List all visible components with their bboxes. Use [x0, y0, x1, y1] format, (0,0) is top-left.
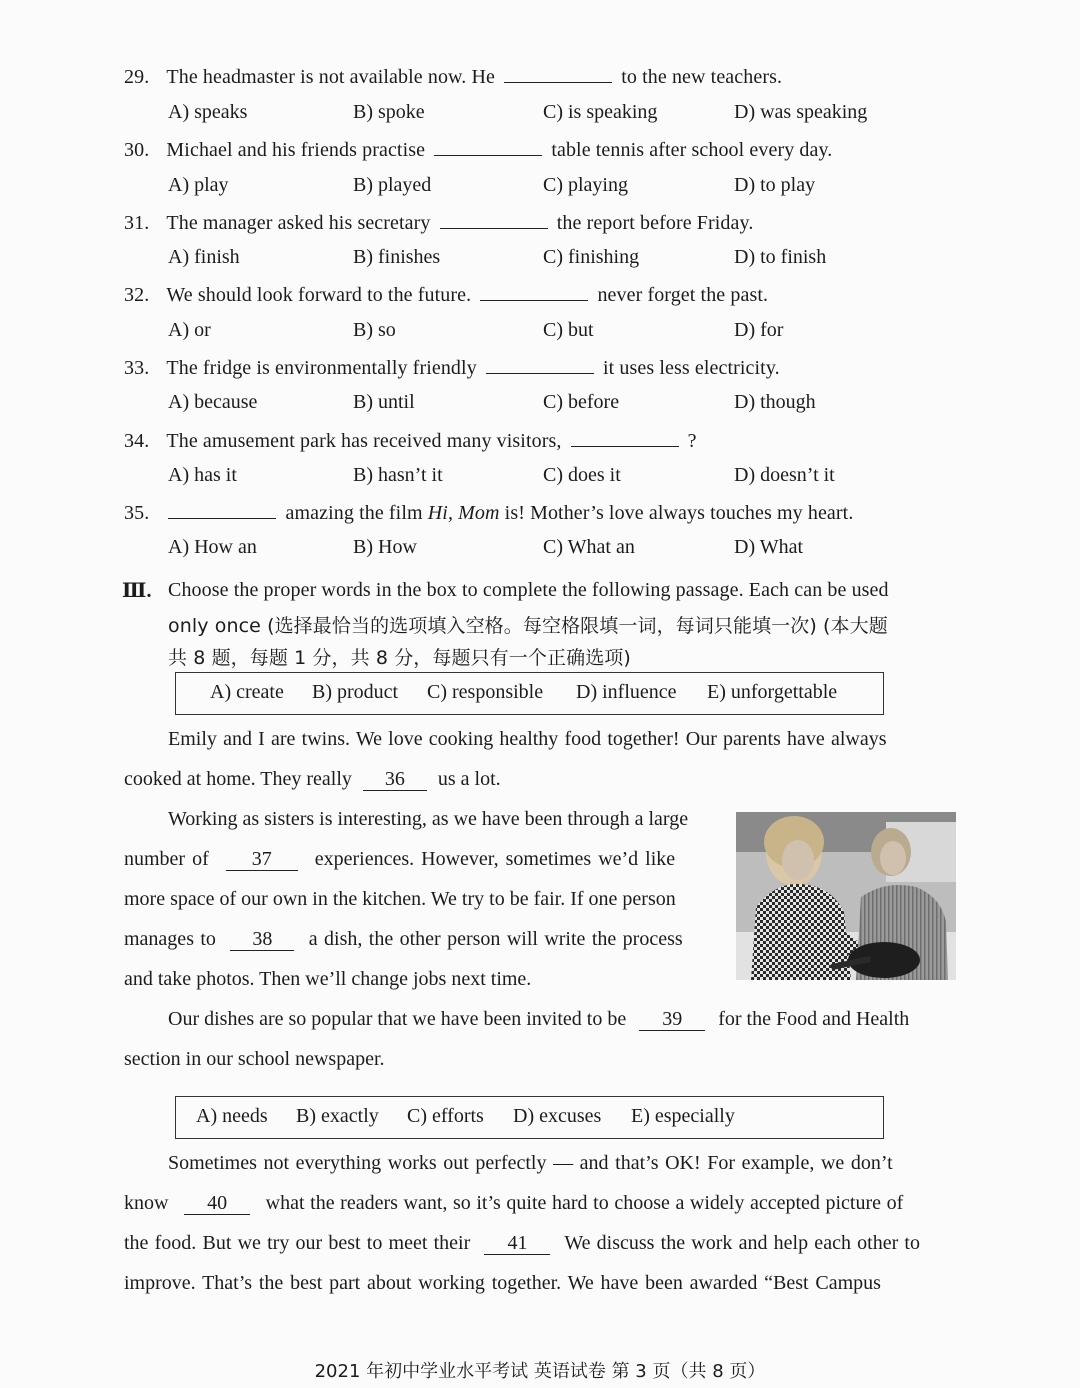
question-stem-end: the report before Friday.: [556, 212, 754, 234]
question-stem-end: it uses less electricity.: [603, 357, 780, 379]
option-b: B) so: [353, 319, 396, 341]
blank-40: 40: [184, 1192, 250, 1215]
passage-line: improve. That’s the best part about working together. We have been awarded “Best Campus: [124, 1272, 881, 1294]
question-stem: The fridge is environmentally friendly: [166, 357, 477, 379]
word-box-2: [175, 1096, 884, 1139]
word-option: E) especially: [631, 1105, 735, 1127]
passage-text: know: [124, 1192, 169, 1214]
section-instruction-line1: Choose the proper words in the box to complete the following passage. Each can be used: [168, 579, 889, 601]
answer-blank: [168, 500, 276, 519]
option-a: A) How an: [168, 536, 257, 558]
word-option: C) responsible: [427, 681, 544, 703]
option-d: D) to play: [734, 174, 816, 196]
question-33: [124, 355, 780, 380]
answer-blank: [434, 137, 542, 156]
passage-line: section in our school newspaper.: [124, 1048, 385, 1070]
answer-blank: [504, 64, 612, 83]
option-d: D) was speaking: [734, 101, 868, 123]
question-29: [124, 64, 782, 89]
word-box-1: [175, 672, 884, 715]
option-a: A) play: [168, 174, 229, 196]
word-option: A) needs: [196, 1105, 268, 1127]
option-c: C) finishing: [543, 246, 640, 268]
passage-line: Emily and I are twins. We love cooking healthy food together! Our parents have always: [168, 728, 887, 750]
passage-text: the food. But we try our best to meet their: [124, 1232, 471, 1254]
answer-blank: [486, 355, 594, 374]
question-stem-end: to the new teachers.: [621, 66, 783, 88]
question-stem: Michael and his friends practise: [166, 139, 426, 161]
passage-text: what the readers want, so it’s quite hard to choose a widely accepted picture of: [265, 1192, 904, 1214]
option-c: C) does it: [543, 464, 621, 486]
film-title: Hi, Mom: [427, 502, 500, 524]
option-a: A) finish: [168, 246, 240, 268]
option-d: D) doesn’t it: [734, 464, 835, 486]
question-number: 29.: [124, 66, 150, 88]
option-a: A) because: [168, 391, 258, 413]
question-stem: The manager asked his secretary: [166, 212, 431, 234]
question-stem: amazing the film: [285, 502, 423, 524]
passage-line: more space of our own in the kitchen. We try to be fair. If one person: [124, 888, 676, 910]
question-number: 31.: [124, 212, 150, 234]
word-option: B) exactly: [296, 1105, 379, 1127]
answer-blank: [440, 210, 548, 229]
section-numeral: Ⅲ.: [122, 580, 152, 602]
option-c: C) What an: [543, 536, 635, 558]
answer-blank: [571, 428, 679, 447]
option-d: D) to finish: [734, 246, 827, 268]
passage-line: Working as sisters is interesting, as we have been through a large: [168, 808, 689, 830]
option-c: C) is speaking: [543, 101, 658, 123]
passage-line: [124, 1192, 903, 1215]
option-b: B) until: [353, 391, 415, 413]
word-option: D) influence: [576, 681, 677, 703]
question-stem: The headmaster is not available now. He: [166, 66, 496, 88]
word-option: D) excuses: [513, 1105, 602, 1127]
passage-text: manages to: [124, 928, 216, 950]
twins-cooking-photo: [736, 812, 956, 980]
blank-37: 37: [226, 848, 298, 871]
option-b: B) finishes: [353, 246, 441, 268]
question-number: 34.: [124, 430, 150, 452]
question-number: 33.: [124, 357, 150, 379]
passage-line: and take photos. Then we’ll change jobs next time.: [124, 968, 532, 990]
question-35: [124, 500, 853, 525]
question-number: 32.: [124, 284, 150, 306]
question-stem-end: never forget the past.: [597, 284, 769, 306]
option-c: C) but: [543, 319, 594, 341]
passage-text: number of: [124, 848, 209, 870]
question-31: [124, 210, 753, 235]
option-c: C) before: [543, 391, 620, 413]
option-d: D) What: [734, 536, 804, 558]
question-32: [124, 282, 768, 307]
question-34: [124, 428, 697, 453]
passage-line: [168, 1008, 909, 1031]
option-a: A) has it: [168, 464, 237, 486]
photo-illustration: [736, 812, 956, 980]
passage-line: [124, 848, 675, 871]
option-d: D) though: [734, 391, 816, 413]
passage-text: us a lot.: [437, 768, 501, 790]
question-number: 30.: [124, 139, 150, 161]
blank-41: 41: [484, 1232, 550, 1255]
question-stem: The amusement park has received many visitors,: [166, 430, 562, 452]
option-b: B) spoke: [353, 101, 425, 123]
question-30: [124, 137, 832, 162]
passage-text: a dish, the other person will write the process: [308, 928, 683, 950]
passage-line: [124, 928, 683, 951]
passage-text: cooked at home. They really: [124, 768, 352, 790]
word-option: B) product: [312, 681, 399, 703]
section-instruction-line3: 共 8 题，每题 1 分，共 8 分，每题只有一个正确选项): [168, 647, 631, 669]
passage-text: We discuss the work and help each other to: [564, 1232, 920, 1254]
section-instruction-line2: only once (选择最恰当的选项填入空格。每空格限填一词，每词只能填一次) (本大题: [168, 615, 888, 637]
passage-text: Our dishes are so popular that we have been invited to be: [168, 1008, 627, 1030]
answer-blank: [480, 282, 588, 301]
question-stem-end: is! Mother’s love always touches my heart.: [504, 502, 854, 524]
passage-line: Sometimes not everything works out perfectly — and that’s OK! For example, we don’t: [168, 1152, 893, 1174]
option-a: A) speaks: [168, 101, 248, 123]
passage-text: experiences. However, sometimes we’d like: [314, 848, 676, 870]
passage-text: for the Food and Health: [718, 1008, 910, 1030]
page-footer: 2021 年初中学业水平考试 英语试卷 第 3 页（共 8 页）: [314, 1361, 766, 1382]
blank-36: 36: [363, 768, 427, 791]
blank-39: 39: [639, 1008, 705, 1031]
passage-line: [124, 1232, 920, 1255]
question-stem-end: ?: [687, 430, 697, 452]
word-option: A) create: [210, 681, 284, 703]
question-stem: We should look forward to the future.: [166, 284, 472, 306]
option-a: A) or: [168, 319, 211, 341]
option-b: B) How: [353, 536, 417, 558]
blank-38: 38: [230, 928, 294, 951]
option-c: C) playing: [543, 174, 628, 196]
option-b: B) played: [353, 174, 432, 196]
word-option: E) unforgettable: [707, 681, 838, 703]
word-option: C) efforts: [407, 1105, 484, 1127]
option-d: D) for: [734, 319, 784, 341]
question-number: 35.: [124, 502, 150, 524]
question-stem-end: table tennis after school every day.: [551, 139, 833, 161]
passage-line: [124, 768, 501, 791]
option-b: B) hasn’t it: [353, 464, 443, 486]
